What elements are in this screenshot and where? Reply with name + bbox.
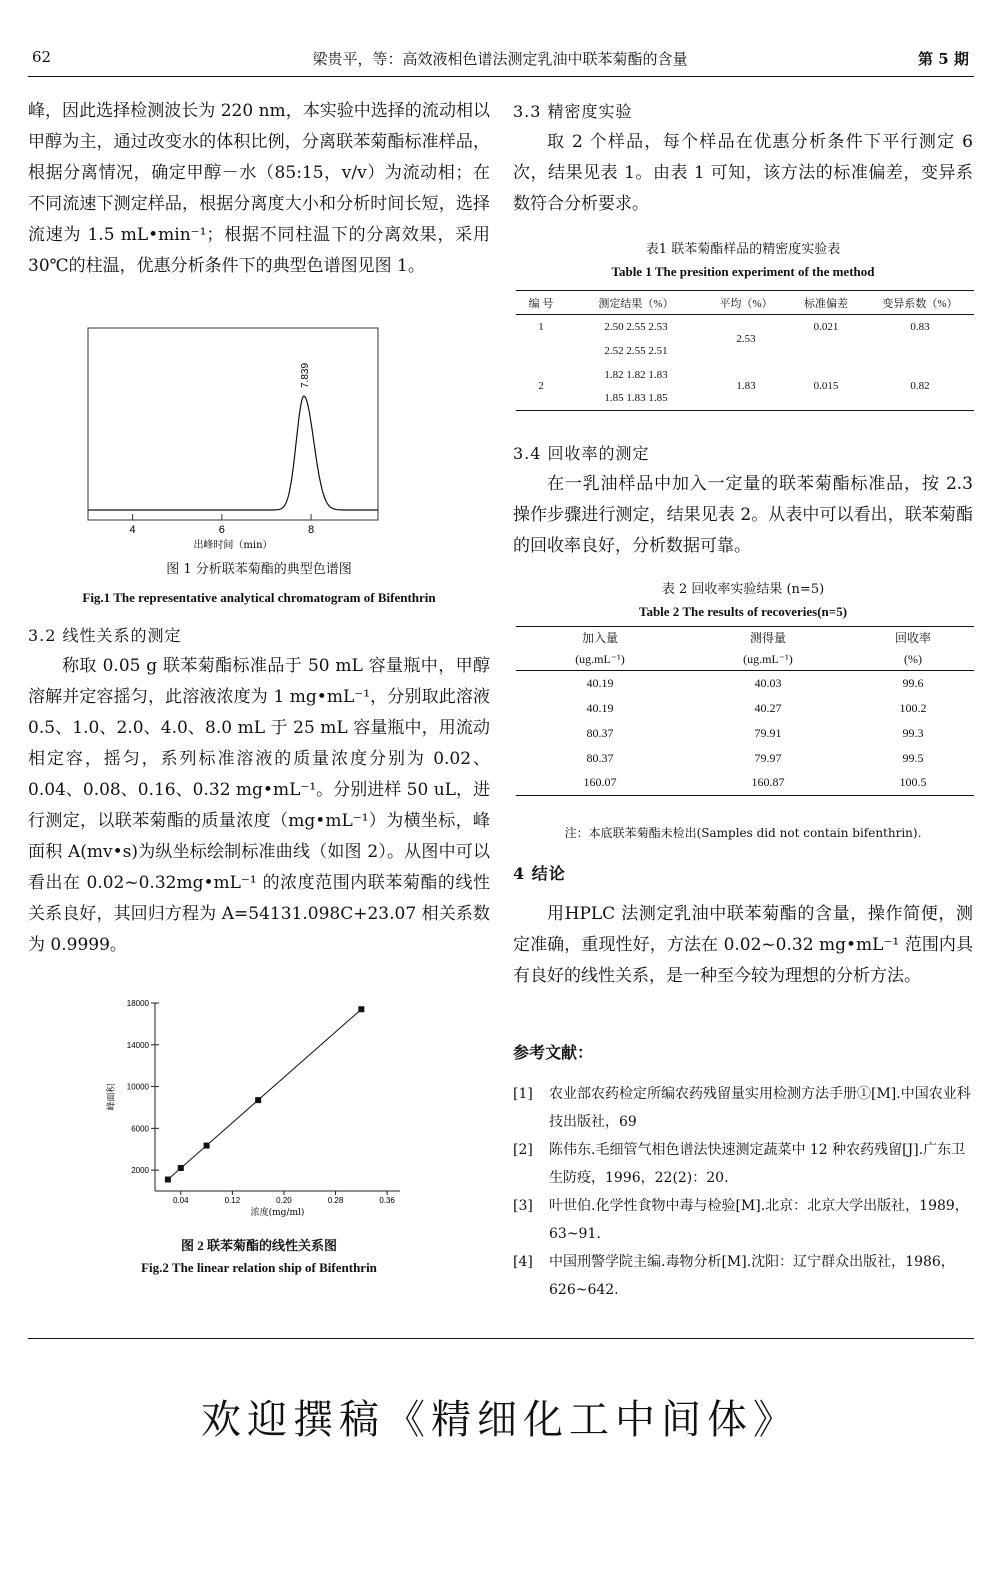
- x-tick-label: 6: [218, 524, 225, 536]
- table2-unit: (%): [903, 651, 922, 666]
- y-tick-label: 18000: [126, 999, 149, 1008]
- fig1-caption-cn: 图 1 分析联苯菊酯的典型色谱图: [166, 562, 352, 577]
- x-tick-label: 0.20: [276, 1196, 292, 1205]
- section-4: [513, 858, 973, 992]
- calibration-figure: [100, 995, 420, 1230]
- section-3-4: [513, 438, 973, 562]
- issue-number: 第 5 期: [918, 50, 969, 68]
- x-tick-label: 0.36: [379, 1196, 395, 1205]
- data-point: [204, 1143, 210, 1149]
- table1-cell: 2: [538, 380, 544, 393]
- table2-cell: 100.2: [899, 700, 927, 715]
- table-row: [516, 721, 974, 746]
- plot-frame: [88, 328, 378, 520]
- references-title: 参考文献：: [513, 1043, 594, 1062]
- table2-cell: 99.5: [902, 750, 924, 765]
- table2-cell: 40.03: [754, 675, 782, 690]
- table1-cell: 1.85 1.83 1.85: [604, 392, 668, 405]
- section-3-2-text: 称取 0.05 g 联苯菊酯标准品于 50 mL 容量瓶中，甲醇溶解并定容摇匀，此溶液浓度为 1 mg•mL⁻¹，分别取此溶液 0.5、1.0、2.0、4.0、8.0 mL 于 25 mL 容量瓶中，用流动相定容，摇匀，系列标准溶液的质量浓度分别为 0.02、0.04、0.08、0.16、0.32 mg•mL⁻¹。分别进样 50 uL，进行测定，以联苯菊酯的质量浓度（mg•mL⁻¹）为横坐标，峰面积 A(mv•s)为纵坐标绘制标准曲线（如图 2）。从图中可以看出在 0.02~0.32mg•mL⁻¹ 的浓度范围内联苯菊酯的线性关系良好，其回归方程为 A=54131.098C+23.07 相关系数为 0.9999。: [28, 656, 490, 955]
- x-axis-label: 出峰时间（min）: [193, 540, 273, 551]
- table1-title-cn: 表1 联苯菊酯样品的精密度实验表: [645, 242, 841, 257]
- table2-cell: 100.5: [899, 775, 927, 790]
- data-point: [165, 1177, 171, 1183]
- y-tick-label: 6000: [131, 1124, 149, 1134]
- table2-unit-row: [516, 649, 974, 671]
- section-3-3-text: 取 2 个样品，每个样品在优惠分析条件下平行测定 6 次，结果见表 1。由表 1 可知，该方法的标准偏差，变异系数符合分析要求。: [513, 132, 973, 214]
- table2-note: 注：本底联苯菊酯未检出(Samples did not contain bifenthrin).: [564, 826, 922, 840]
- x-tick-label: 8: [308, 524, 315, 536]
- table2-cell: 160.07: [583, 775, 617, 790]
- table1-cell: 0.82: [910, 380, 930, 393]
- table2-header: 加入量: [581, 631, 618, 646]
- table-row: [516, 746, 974, 771]
- table1-cell: 1.83: [736, 380, 756, 393]
- footer-banner: 欢迎撰稿《精细化工中间体》: [201, 1397, 799, 1443]
- table2-header-row: [516, 627, 974, 649]
- reference-number: [4]: [513, 1254, 533, 1270]
- table2-cell: 99.6: [902, 675, 924, 690]
- paragraph-intro: 峰，因此选择检测波长为 220 nm，本实验中选择的流动相以甲醇为主，通过改变水的体积比例，分离联苯菊酯标准样品，根据分离情况，确定甲醇－水（85:15，v/v）为流动相；在不同流速下测定样品，根据分离度大小和分析时间长短，选择流速为 1.5 mL•min⁻¹；根据不同柱温下的分离效果，采用 30℃的柱温，优惠分析条件下的典型色谱图见图 1。: [28, 101, 490, 276]
- reference-number: [3]: [513, 1198, 533, 1214]
- reference-text: 农业部农药检定所编农药残留量实用检测方法手册①[M].中国农业科技出版社，69: [549, 1086, 971, 1130]
- table2-cell: 40.27: [754, 700, 782, 715]
- table1-header: 编 号: [528, 297, 554, 310]
- section-3-4-text: 在一乳油样品中加入一定量的联苯菊酯标准品，按 2.3 操作步骤进行测定，结果见表 2。从表中可以看出，联苯菊酯的回收率良好，分析数据可靠。: [513, 474, 973, 556]
- header-rule: [28, 76, 974, 77]
- left-column: [28, 96, 490, 282]
- chromatogram-trace: [88, 396, 378, 510]
- table-row: [516, 671, 974, 696]
- footer-rule: [28, 1338, 974, 1339]
- section-3-3: [513, 96, 973, 220]
- reference-number: [1]: [513, 1086, 533, 1102]
- table2-unit: (ug.mL⁻¹): [743, 651, 793, 666]
- table1-cell: 1.82 1.82 1.83: [604, 368, 668, 381]
- fig2-caption-cn: 图 2 联苯菊酯的线性关系图: [180, 1238, 337, 1253]
- table2-unit: (ug.mL⁻¹): [575, 651, 625, 666]
- y-tick-label: 2000: [131, 1166, 149, 1176]
- reference-text: 中国刑警学院主编.毒物分析[M].沈阳：辽宁群众出版社，1986，626~642.: [549, 1254, 955, 1298]
- table1-header: 平均（%）: [719, 297, 773, 310]
- reference-item: [513, 1192, 973, 1248]
- fit-line: [168, 1009, 361, 1179]
- table2-header: 回收率: [894, 631, 931, 646]
- table1-title-en: Table 1 The presition experiment of the method: [611, 264, 875, 279]
- reference-item: [513, 1136, 973, 1192]
- page-number: 62: [32, 48, 52, 66]
- table2-cell: 80.37: [586, 750, 614, 765]
- y-axis-label: 峰面积: [107, 1083, 117, 1111]
- data-point: [255, 1097, 261, 1103]
- table1-header: 变异系数（%）: [882, 297, 958, 310]
- section-3-2: [28, 620, 490, 961]
- x-tick-label: 0.12: [224, 1196, 241, 1205]
- table-row: [516, 771, 974, 796]
- x-tick-label: 0.28: [327, 1196, 344, 1205]
- table1-cell: 2.52 2.55 2.51: [604, 344, 668, 357]
- section-3-2-title: 3.2 线性关系的测定: [28, 626, 182, 645]
- peak-label: 7.839: [299, 362, 311, 388]
- table1-header-row: [516, 291, 974, 315]
- table2-title-cn: 表 2 回收率实验结果 (n=5): [661, 582, 825, 597]
- section-4-text: 用HPLC 法测定乳油中联苯菊酯的含量，操作简便，测定准确，重现性好，方法在 0.02~0.32 mg•mL⁻¹ 范围内具有良好的线性关系，是一种至今较为理想的分析方法。: [513, 904, 973, 986]
- table2-cell: 40.19: [586, 675, 614, 690]
- table2-cell: 160.87: [751, 775, 785, 790]
- reference-item: [513, 1080, 973, 1136]
- table2-cell: 79.97: [754, 750, 782, 765]
- table1-cell: 1: [538, 320, 544, 333]
- table1-cell: 0.021: [813, 321, 839, 333]
- reference-number: [2]: [513, 1142, 533, 1158]
- table1-cell: 0.83: [910, 321, 930, 333]
- table1-cell: 2.53: [736, 332, 756, 345]
- data-point: [178, 1165, 184, 1171]
- table2-cell: 80.37: [586, 725, 614, 740]
- y-tick-label: 14000: [126, 1040, 149, 1050]
- reference-list: [513, 1080, 973, 1304]
- table1-cell: 0.015: [813, 380, 839, 393]
- table1-cell: 2.50 2.55 2.53: [604, 320, 668, 333]
- table2-cell: 79.91: [754, 725, 782, 740]
- table1-header: 标准偏差: [804, 297, 848, 310]
- calibration-plot: [105, 999, 400, 1218]
- table2-header: 测得量: [749, 631, 786, 646]
- table-row: [516, 315, 974, 339]
- data-point: [358, 1006, 364, 1012]
- fig2-caption-en: Fig.2 The linear relation ship of Bifenthrin: [141, 1260, 377, 1275]
- table1-header: 测定结果（%）: [598, 297, 674, 310]
- y-tick-label: 10000: [126, 1082, 149, 1092]
- running-title: 梁贵平，等：高效液相色谱法测定乳油中联苯菊酯的含量: [312, 50, 688, 68]
- section-3-3-title: 3.3 精密度实验: [513, 102, 633, 121]
- table-row: [516, 696, 974, 721]
- table-row: [516, 363, 974, 387]
- recovery-table: [516, 626, 974, 796]
- table2-cell: 40.19: [586, 700, 614, 715]
- table2-title-en: Table 2 The results of recoveries(n=5): [638, 604, 848, 619]
- section-3-4-title: 3.4 回收率的测定: [513, 444, 650, 463]
- reference-text: 陈伟东.毛细管气相色谱法快速测定蔬菜中 12 种农药残留[J].广东卫生防疫，1996，22(2)：20.: [549, 1142, 966, 1186]
- fig1-caption-en: Fig.1 The representative analytical chromatogram of Bifenthrin: [82, 590, 436, 605]
- chromatogram-figure: [60, 320, 460, 555]
- section-4-title: 4 结论: [513, 864, 566, 883]
- chromatogram-plot: [88, 328, 378, 551]
- reference-item: [513, 1248, 973, 1304]
- reference-text: 叶世伯.化学性食物中毒与检验[M].北京：北京大学出版社，1989，63~91.: [549, 1198, 969, 1242]
- x-tick-label: 0.04: [173, 1196, 189, 1205]
- x-axis-label: 浓度(mg/ml): [250, 1208, 305, 1218]
- x-tick-label: 4: [129, 524, 136, 536]
- precision-table: [516, 290, 974, 411]
- table2-cell: 99.3: [902, 725, 924, 740]
